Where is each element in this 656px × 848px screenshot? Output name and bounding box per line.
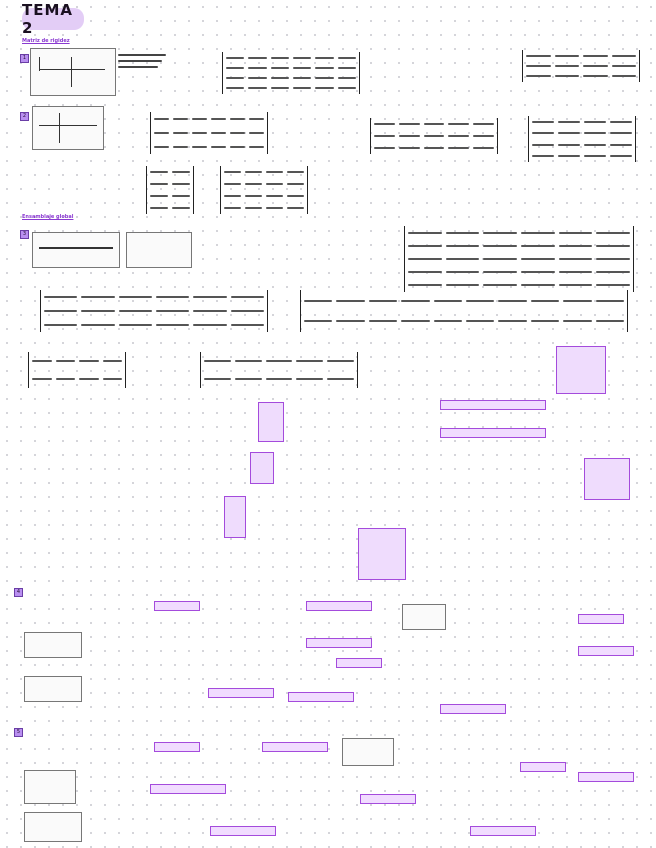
stiffness-matrix	[222, 52, 360, 94]
section-label-4: 4	[14, 588, 23, 597]
result-box-5h	[470, 826, 536, 836]
result-box-5g	[210, 826, 276, 836]
section-label-1: 1	[20, 54, 29, 63]
highlighted-result-5	[224, 496, 246, 538]
result-box-4c	[578, 614, 624, 624]
result-box-4f	[336, 658, 382, 668]
result-box-5a	[154, 742, 200, 752]
highlighted-result-4	[584, 458, 630, 500]
solution-step-a	[28, 352, 126, 388]
section-heading-3: Ensamblaje global	[22, 214, 74, 220]
result-matrix	[528, 116, 636, 162]
result-box-5d	[578, 772, 634, 782]
result-box-5b	[262, 742, 328, 752]
result-box-4b	[306, 601, 372, 611]
result-box-4a	[154, 601, 200, 611]
transform-matrix	[370, 118, 498, 154]
element-matrix	[522, 50, 640, 82]
section-label-2: 2	[20, 112, 29, 121]
sketch-diagram-1	[24, 632, 82, 658]
solution-step-b	[200, 352, 358, 388]
assembly-matrix	[150, 112, 268, 154]
system-matrix	[40, 290, 268, 332]
section-heading-1: Matriz de rigidez	[22, 38, 70, 44]
highlighted-result-3	[250, 452, 274, 484]
formula-block	[118, 54, 166, 68]
sketch-diagram-6	[24, 812, 82, 842]
structure-diagram	[30, 48, 116, 96]
beam-diagram	[32, 232, 120, 268]
highlighted-formula-2	[440, 428, 546, 438]
result-box-5f	[360, 794, 416, 804]
result-box-4d	[306, 638, 372, 648]
page-title: TEMA 2	[22, 8, 84, 30]
section-label-3: 3	[20, 230, 29, 239]
sketch-diagram-4	[342, 738, 394, 766]
sketch-diagram-3	[402, 604, 446, 630]
result-box-4e	[578, 646, 634, 656]
data-table	[126, 232, 192, 268]
truss-diagram	[32, 106, 104, 150]
load-vector	[146, 166, 194, 214]
result-box-4g	[208, 688, 274, 698]
result-box-5c	[520, 762, 566, 772]
highlighted-result-2	[258, 402, 284, 442]
highlighted-formula-1	[440, 400, 546, 410]
sketch-diagram-5	[24, 770, 76, 804]
result-box-5e	[150, 784, 226, 794]
highlighted-result-1	[556, 346, 606, 394]
result-box-4i	[440, 704, 506, 714]
highlighted-result-6	[358, 528, 406, 580]
partition-matrices	[300, 290, 628, 332]
sketch-diagram-2	[24, 676, 82, 702]
global-stiffness-matrix	[404, 226, 634, 292]
section-label-5: 5	[14, 728, 23, 737]
reduced-matrix	[220, 166, 308, 214]
result-box-4h	[288, 692, 354, 702]
